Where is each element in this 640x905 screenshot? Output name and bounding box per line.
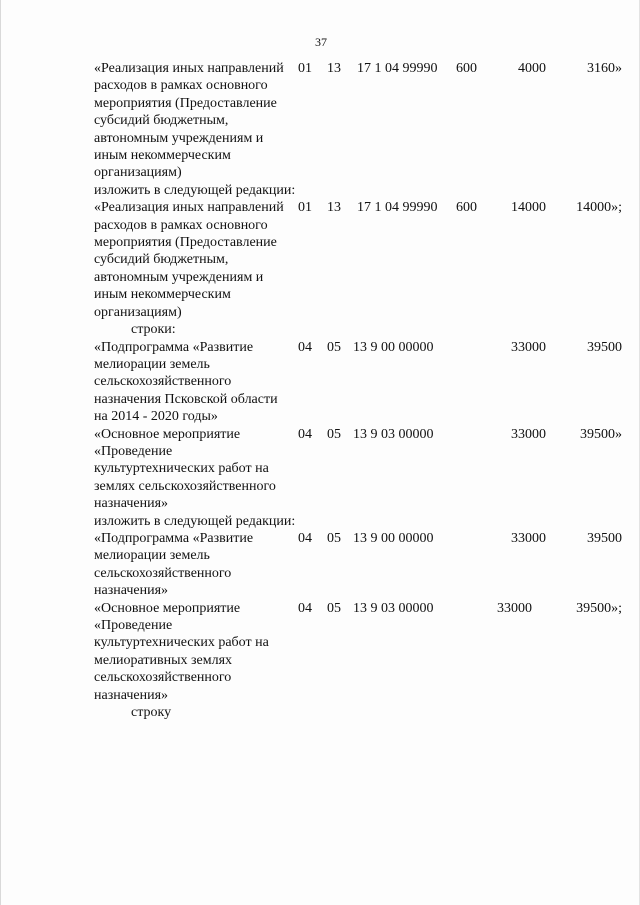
document-body: [94, 60, 624, 721]
amount-second-year: 39500: [587, 339, 622, 355]
target-article-code: 13 9 03 00000: [353, 600, 434, 616]
row-description: «Основное мероприятие «Проведение культуртехнических работ на мелиоративных землях сельскохозяйственного назначения»: [94, 600, 269, 703]
table-row: [94, 60, 624, 182]
target-article-code: 13 9 03 00000: [353, 426, 434, 442]
amount-first-year: 33000: [511, 426, 546, 442]
amount-first-year: 33000: [497, 600, 532, 616]
amount-second-year: 39500»;: [576, 600, 622, 616]
table-row: [94, 199, 624, 321]
subsection-code: 13: [327, 200, 341, 216]
section-code: 01: [298, 200, 312, 216]
subsection-code: 05: [327, 426, 341, 442]
section-code: 04: [298, 426, 312, 442]
amount-first-year: 33000: [511, 339, 546, 355]
amount-first-year: 4000: [518, 61, 546, 76]
row-description: «Основное мероприятие «Проведение культуртехнических работ на землях сельскохозяйственного назначения»: [94, 426, 276, 512]
expense-kind-code: 600: [456, 200, 477, 216]
amount-second-year: 3160»: [587, 61, 622, 76]
target-article-code: 13 9 00 00000: [353, 530, 434, 546]
section-code: 01: [298, 61, 312, 76]
row-description: «Подпрограмма «Развитие мелиорации земель сельскохозяйственного назначения Псковской области на 2014 - 2020 годы»: [94, 339, 278, 425]
instruction-text: изложить в следующей редакции:: [94, 182, 296, 198]
row-description: «Подпрограмма «Развитие мелиорации земель сельскохозяйственного назначения»: [94, 530, 254, 599]
instruction-text: изложить в следующей редакции:: [94, 513, 296, 529]
section-code: 04: [298, 339, 312, 355]
target-article-code: 13 9 00 00000: [353, 339, 434, 355]
subsection-code: 05: [327, 530, 341, 546]
amount-second-year: 14000»;: [576, 200, 622, 216]
page-number: 37: [315, 35, 327, 49]
subsection-code: 05: [327, 600, 341, 616]
table-row: [94, 339, 624, 426]
row-description: «Реализация иных направлений расходов в рамках основного мероприятия (Предоставление субсидий бюджетным, автономным учреждениям и иным некоммерческим организациям): [94, 200, 284, 320]
target-article-code: 17 1 04 99990: [357, 200, 438, 216]
subsection-code: 05: [327, 339, 341, 355]
section-code: 04: [298, 530, 312, 546]
amount-second-year: 39500»: [580, 426, 622, 442]
table-row: [94, 426, 624, 513]
target-article-code: 17 1 04 99990: [357, 61, 438, 76]
expense-kind-code: 600: [456, 61, 477, 76]
instruction-text: строки:: [131, 322, 176, 338]
instruction-text: строку: [131, 705, 172, 721]
amount-first-year: 33000: [511, 530, 546, 546]
amount-first-year: 14000: [511, 200, 546, 216]
table-row: [94, 530, 624, 600]
row-description: «Реализация иных направлений расходов в рамках основного мероприятия (Предоставление субсидий бюджетным, автономным учреждениям и иным некоммерческим организациям): [94, 61, 284, 181]
table-row: [94, 600, 624, 704]
amount-second-year: 39500: [587, 530, 622, 546]
subsection-code: 13: [327, 61, 341, 76]
section-code: 04: [298, 600, 312, 616]
